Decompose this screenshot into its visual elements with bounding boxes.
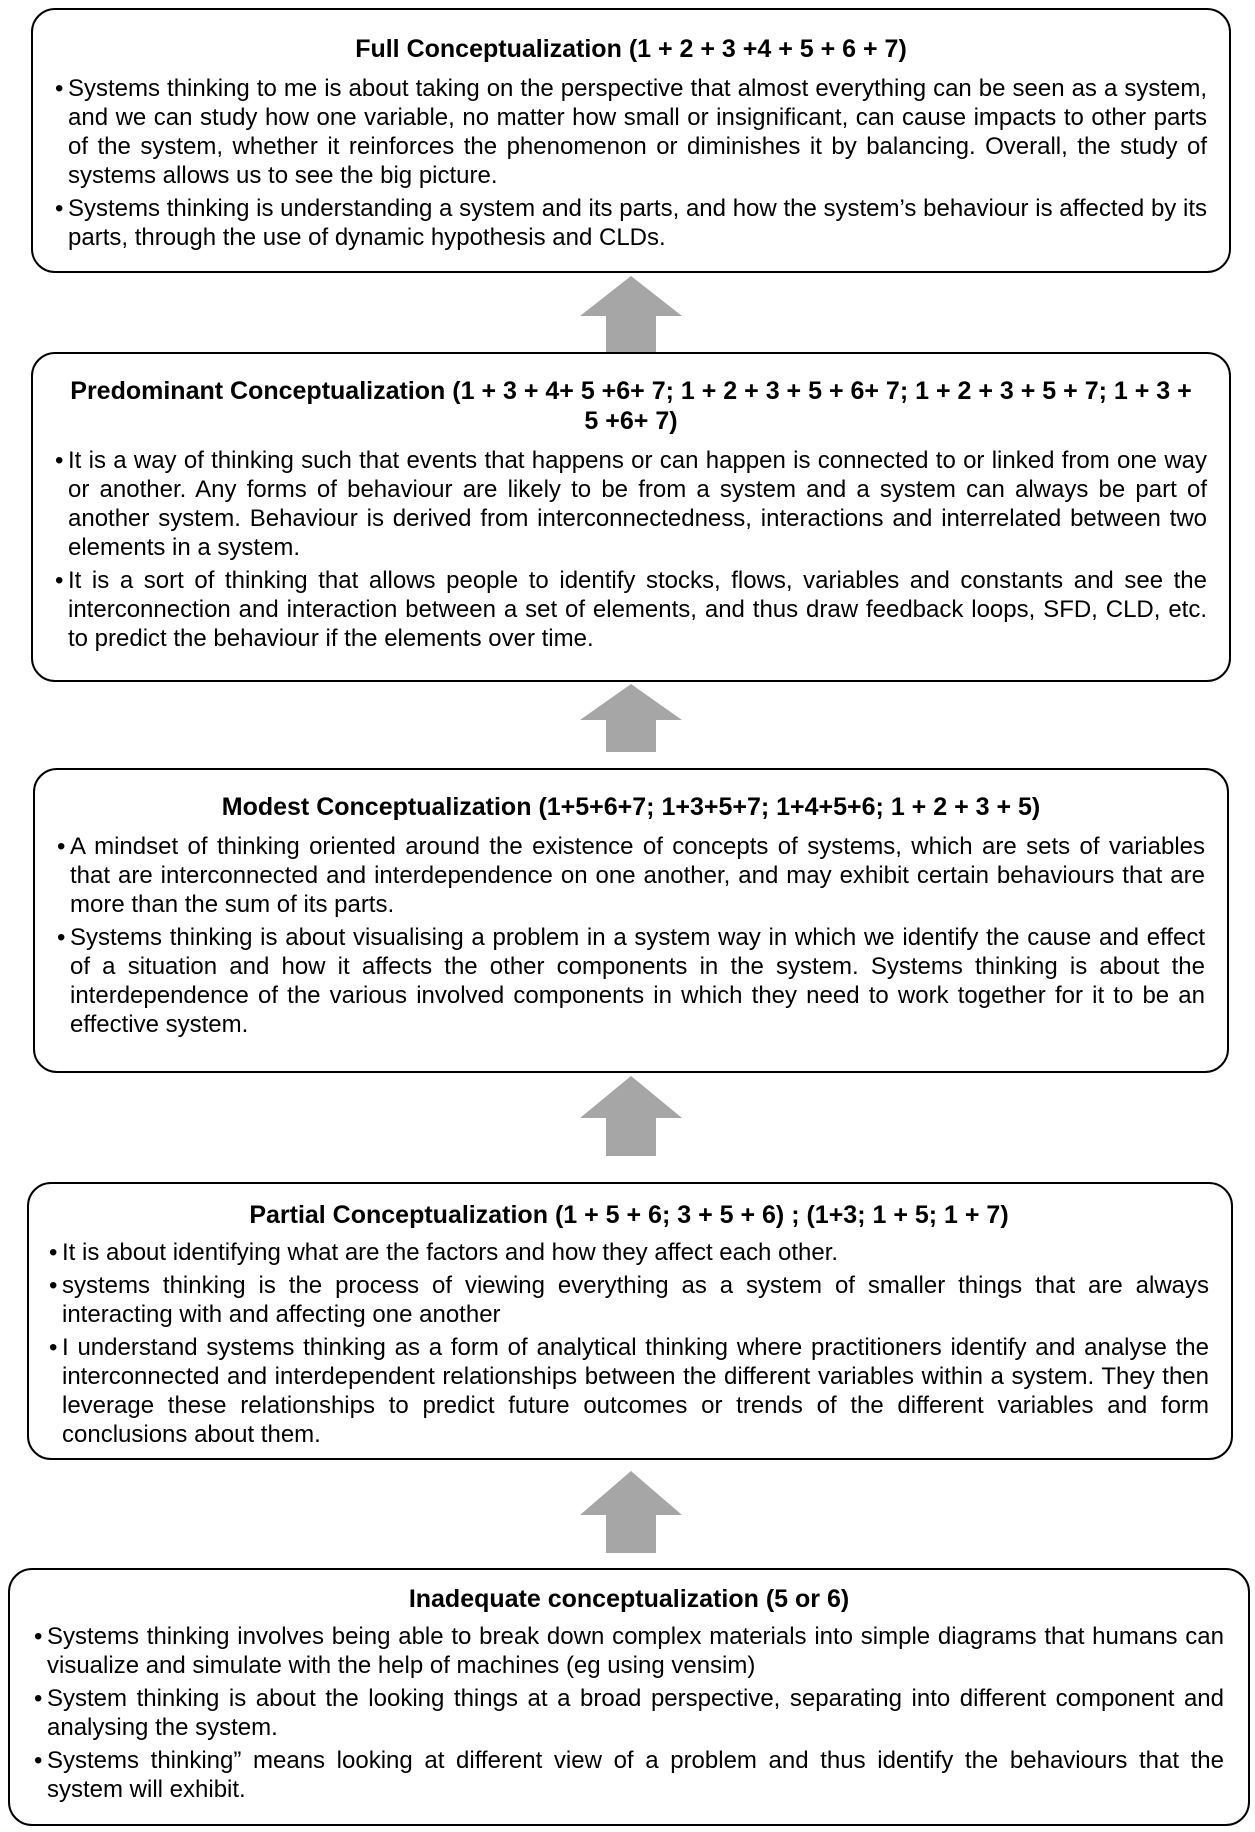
bullet-item	[49, 1271, 1209, 1329]
bullet-list	[34, 1622, 1224, 1804]
bullet-text: I understand systems thinking as a form of analytical thinking where practitioners identify and analyse the interconnected and interdependent relationships between the different variables within a system. They then leverage these relationships to predict future outcomes or trends of the different variables and form conclusions about them.	[62, 1334, 1209, 1448]
bullet-dot: •	[55, 447, 64, 474]
bullet-dot: •	[34, 1685, 43, 1712]
level-title-name: Full Conceptualization	[355, 35, 622, 63]
level-title-name: Predominant Conceptualization	[70, 377, 446, 405]
level-title-codes: (1 + 5 + 6; 3 + 5 + 6) ; (1+3; 1 + 5; 1 + 7)	[554, 1201, 1009, 1229]
bullet-dot: •	[55, 75, 64, 102]
bullet-dot: •	[57, 924, 66, 951]
bullet-list	[55, 446, 1207, 653]
up-arrow-icon	[580, 1471, 682, 1553]
bullet-text: systems thinking is the process of viewing everything as a system of smaller things that are always interacting with and affecting one another	[62, 1272, 1209, 1328]
level-title-name: Modest Conceptualization	[221, 793, 532, 821]
level-title	[49, 1200, 1209, 1230]
level-title-codes: (1+5+6+7; 1+3+5+7; 1+4+5+6; 1 + 2 + 3 + 5)	[538, 793, 1041, 821]
bullet-item	[55, 74, 1207, 190]
bullet-item	[57, 923, 1205, 1039]
bullet-list	[55, 74, 1207, 252]
bullet-text: It is a sort of thinking that allows people to identify stocks, flows, variables and constants and see the interconnection and interaction between a set of elements, and thus draw feedback loops, SFD, CLD, etc. to predict the behaviour if the elements over time.	[68, 567, 1207, 652]
bullet-dot: •	[49, 1239, 58, 1266]
bullet-text: Systems thinking is understanding a system and its parts, and how the system’s behaviour is affected by its parts, through the use of dynamic hypothesis and CLDs.	[68, 195, 1207, 251]
level-title-codes: (1 + 2 + 3 +4 + 5 + 6 + 7)	[628, 35, 907, 63]
bullet-text: Systems thinking to me is about taking on the perspective that almost everything can be seen as a system, and we can study how one variable, no matter how small or insignificant, can cause impacts to other parts of the system, whether it reinforces the phenomenon or diminishes it by balancing. Overall, the study of systems allows us to see the big picture.	[68, 75, 1207, 189]
up-arrow-icon	[580, 1076, 682, 1156]
bullet-item	[49, 1238, 1209, 1267]
bullet-item	[34, 1746, 1224, 1804]
level-title	[55, 34, 1207, 64]
bullet-list	[49, 1238, 1209, 1449]
bullet-text: It is a way of thinking such that events that happens or can happen is connected to or linked from one way or another. Any forms of behaviour are likely to be from a system and a system can always be part of another system. Behaviour is derived from interconnectedness, interactions and interrelated between two elements in a system.	[68, 447, 1207, 561]
bullet-text: It is about identifying what are the factors and how they affect each other.	[62, 1239, 839, 1266]
bullet-item	[34, 1684, 1224, 1742]
up-arrow-icon	[580, 684, 682, 752]
level-box-partial	[27, 1182, 1233, 1460]
bullet-dot: •	[55, 195, 64, 222]
level-title-codes: (1 + 3 + 4+ 5 +6+ 7; 1 + 2 + 3 + 5 + 6+ 7; 1 + 2 + 3 + 5 + 7; 1 + 3 + 5 +6+ 7)	[452, 377, 1192, 435]
up-arrow-icon	[580, 276, 682, 352]
bullet-dot: •	[34, 1747, 43, 1774]
bullet-dot: •	[57, 833, 66, 860]
bullet-dot: •	[34, 1623, 43, 1650]
level-box-inadequate	[8, 1568, 1250, 1826]
level-title	[57, 792, 1205, 822]
level-title-name: Inadequate conceptualization	[408, 1585, 759, 1613]
level-title	[55, 376, 1207, 436]
bullet-text: Systems thinking is about visualising a problem in a system way in which we identify the cause and effect of a situation and how it affects the other components in the system. Systems thinking is about the interdependence of the various involved components in which they need to work together for it to be an effective system.	[70, 924, 1205, 1038]
bullet-item	[55, 446, 1207, 562]
bullet-text: Systems thinking involves being able to break down complex materials into simple diagrams that humans can visualize and simulate with the help of machines (eg using vensim)	[47, 1623, 1224, 1679]
level-title-name: Partial Conceptualization	[249, 1201, 548, 1229]
bullet-list	[57, 832, 1205, 1039]
level-title-codes: (5 or 6)	[765, 1585, 850, 1613]
bullet-item	[55, 194, 1207, 252]
bullet-dot: •	[55, 567, 64, 594]
bullet-item	[49, 1333, 1209, 1449]
level-box-predominant	[31, 352, 1231, 682]
bullet-text: System thinking is about the looking things at a broad perspective, separating into different component and analysing the system.	[47, 1685, 1224, 1741]
bullet-item	[55, 566, 1207, 653]
bullet-dot: •	[49, 1334, 58, 1361]
bullet-text: A mindset of thinking oriented around the existence of concepts of systems, which are sets of variables that are interconnected and interdependence on one another, and may exhibit certain behaviours that are more than the sum of its parts.	[70, 833, 1205, 918]
bullet-text: Systems thinking” means looking at different view of a problem and thus identify the behaviours that the system will exhibit.	[47, 1747, 1224, 1803]
level-box-full	[31, 8, 1231, 273]
level-title	[34, 1584, 1224, 1614]
bullet-item	[34, 1622, 1224, 1680]
level-box-modest	[33, 768, 1229, 1073]
bullet-item	[57, 832, 1205, 919]
bullet-dot: •	[49, 1272, 58, 1299]
